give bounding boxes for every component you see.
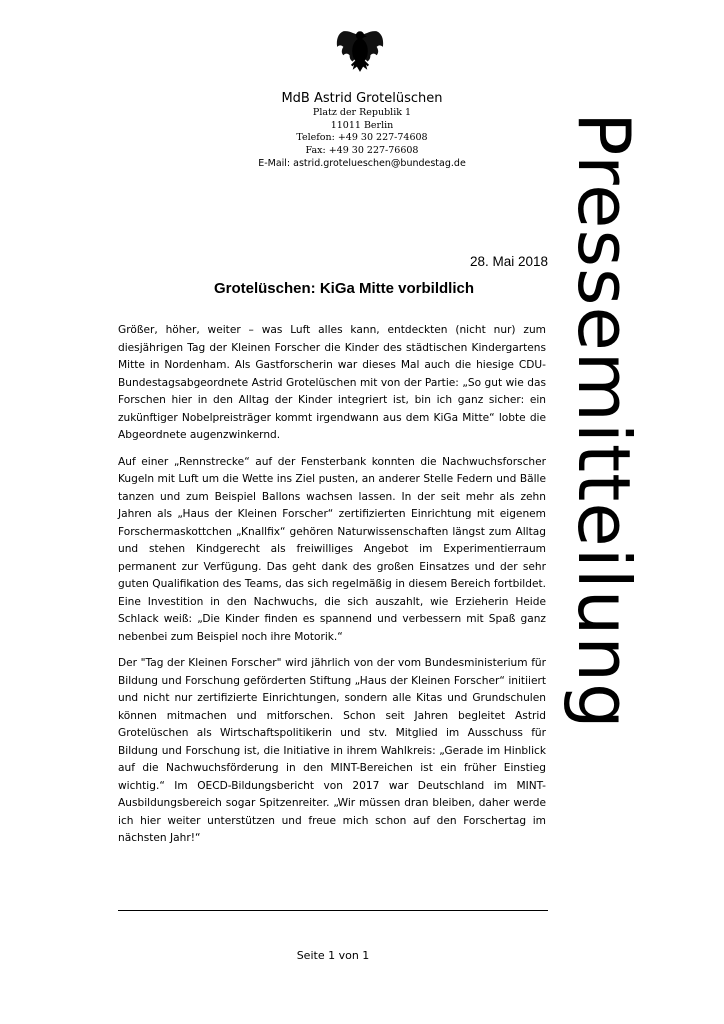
- paragraph-1: Größer, höher, weiter – was Luft alles kann, entdeckten (nicht nur) zum diesjährigen Tag der Kleinen Forscher die Kinder des städtischen Kindergartens Mitte in Nordenham. Als Gastforscherin war dieses Mal auch die hiesige CDU-Bundestagsabgeordnete Astrid Grotelüschen mit von der Partie: „So gut wie das Forschen hier in den Alltag der Kinder integriert ist, bin ich ganz sicher: ein zukünftiger Nobelpreisträger kommt irgendwann aus dem KiGa Mitte“ lobte die Abgeordnete augenzwinkernd.: [118, 324, 546, 441]
- paragraph-3: Der "Tag der Kleinen Forscher" wird jährlich von der vom Bundesministerium für Bildung und Forschung geförderten Stiftung „Haus der Kleinen Forscher“ initiiert und nicht nur zertifizierte Einrichtungen, sondern alle Kitas und Grundschulen können mitmachen und mitforschen. Schon seit Jahren begleitet Astrid Grotelüschen als Wirtschaftspolitikerin und stv. Mitglied im Ausschuss für Bildung und Forschung ist, die Initiative in ihrem Wahlkreis: „Gerade im Hinblick auf die Nachwuchsförderung in den MINT-Bereichen ist ein früher Einstieg wichtig.“ Im OECD-Bildungsbericht von 2017 war Deutschland im MINT-Ausbildungsbereich sogar Spitzenreiter. „Wir müssen dran bleiben, daher werde ich hier weiter unterstützen und freue mich schon auf den Forschertag im nächsten Jahr!“: [118, 657, 546, 844]
- sender-header: [180, 90, 544, 170]
- page-number: Seite 1 von 1: [296, 949, 370, 962]
- release-date: 28. Mai 2018: [469, 254, 548, 269]
- paragraph-2: Auf einer „Rennstrecke“ auf der Fensterbank konnten die Nachwuchsforscher Kugeln mit Luft um die Wette ins Ziel pusten, an anderer Stelle Federn und Bälle tanzen und zum Beispiel Ballons wachsen lassen. In der seit mehr als zehn Jahren als „Haus der Kleinen Forscher“ zertifizierten Einrichtung mit eigenem Forschermaskottchen „Knallfix“ gehören Naturwissenschaften längst zum Alltag und stehen Kindgerecht als freiwilliges Angebot im Experimentierraum permanent zur Verfügung. Das geht dank des großen Einsatzes und der sehr guten Qualifikation des Teams, das sich regelmäßig in diesem Bereich fortbildet. Eine Investition in den Nachwuchs, die sich auszahlt, wie Erzieherin Heide Schlack weiß: „Die Kinder finden es spannend und verbessern mit Spaß ganz nebenbei zum Beispiel noch ihre Motorik.“: [118, 455, 546, 643]
- fax-number: Fax: +49 30 227-76608: [305, 144, 419, 156]
- article-body: [118, 322, 546, 857]
- address-street: Platz der Republik 1: [312, 107, 412, 118]
- phone-number: Telefon: +49 30 227-74608: [296, 132, 428, 143]
- address-city: 11011 Berlin: [330, 119, 394, 131]
- footer-divider: [118, 910, 548, 911]
- page-title: Grotelüschen: KiGa Mitte vorbildlich: [213, 280, 475, 297]
- sender-name: MdB Astrid Grotelüschen: [281, 91, 443, 106]
- email-address: E-Mail: astrid.grotelueschen@bundestag.de: [258, 158, 466, 169]
- federal-eagle-icon: [334, 24, 386, 76]
- side-title-pressemitteilung: Pressemitteilung: [562, 112, 646, 730]
